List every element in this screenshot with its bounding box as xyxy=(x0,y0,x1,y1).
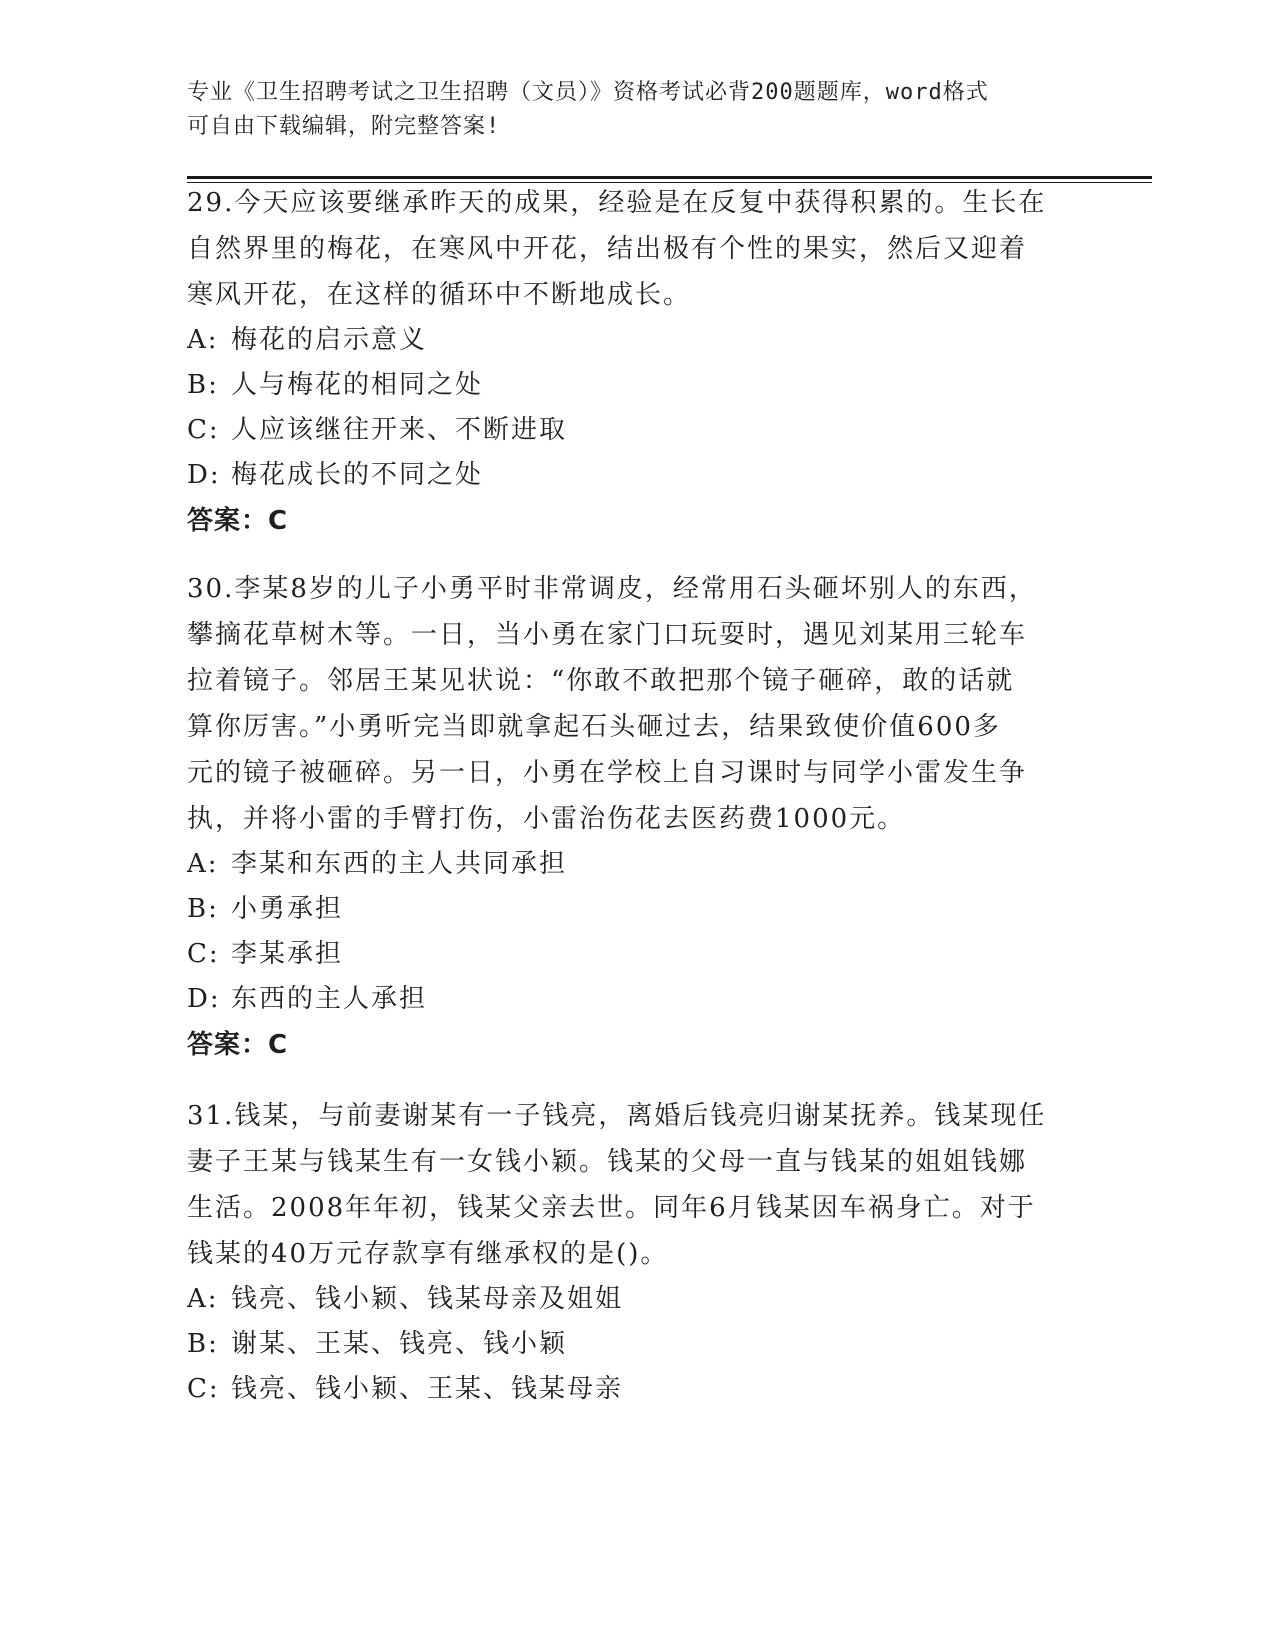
stem-line: 生活。2008年年初，钱某父亲去世。同年6月钱某因车祸身亡。对于 xyxy=(187,1193,1036,1223)
stem-line: 30.李某8岁的儿子小勇平时非常调皮，经常用石头砸坏别人的东西， xyxy=(187,574,1037,604)
header-line-2: 可自由下载编辑，附完整答案! xyxy=(187,114,501,139)
option-text: 梅花的启示意义 xyxy=(231,325,428,355)
stem-line: 攀摘花草树木等。一日，当小勇在家门口玩耍时，遇见刘某用三轮车 xyxy=(187,620,1028,650)
option-key: C: xyxy=(187,1374,220,1404)
option-text: 人与梅花的相同之处 xyxy=(231,370,484,400)
option-b xyxy=(187,363,1087,408)
stem-line: 自然界里的梅花，在寒风中开花，结出极有个性的果实，然后又迎着 xyxy=(187,234,1028,264)
question-31 xyxy=(187,1093,1087,1412)
option-key: B: xyxy=(187,1329,219,1359)
stem-line: 拉着镜子。邻居王某见状说：“你敢不敢把那个镜子砸碎，敢的话就 xyxy=(187,666,1015,696)
stem-line: 29.今天应该要继承昨天的成果，经验是在反复中获得积累的。生长在 xyxy=(187,188,1047,218)
option-text: 李某承担 xyxy=(231,939,344,969)
option-a xyxy=(187,1277,1087,1322)
option-c xyxy=(187,1367,1087,1412)
option-a xyxy=(187,318,1087,363)
option-text: 人应该继往开来、不断进取 xyxy=(231,415,568,445)
question-29 xyxy=(187,180,1087,544)
option-d xyxy=(187,977,1087,1022)
option-c xyxy=(187,932,1087,977)
option-text: 钱亮、钱小颖、钱某母亲及姐姐 xyxy=(231,1284,624,1314)
option-b xyxy=(187,1322,1087,1367)
header-line-1: 专业《卫生招聘考试之卫生招聘（文员）》资格考试必背200题题库，word格式 xyxy=(187,80,989,105)
option-key: A: xyxy=(187,1284,219,1314)
option-b xyxy=(187,887,1087,932)
option-text: 李某和东西的主人共同承担 xyxy=(231,849,568,879)
question-stem xyxy=(187,566,1087,842)
question-stem xyxy=(187,1093,1087,1277)
header-divider-thick xyxy=(187,176,1152,179)
stem-line: 寒风开花，在这样的循环中不断地成长。 xyxy=(187,280,692,310)
stem-line: 钱某的40万元存款享有继承权的是()。 xyxy=(187,1239,669,1269)
option-key: C: xyxy=(187,939,220,969)
option-text: 谢某、王某、钱亮、钱小颖 xyxy=(231,1329,568,1359)
question-30 xyxy=(187,566,1087,1068)
stem-line: 算你厉害。”小勇听完当即就拿起石头砸过去，结果致使价值600多 xyxy=(187,712,1001,742)
option-text: 东西的主人承担 xyxy=(231,984,428,1014)
option-key: B: xyxy=(187,370,219,400)
question-stem xyxy=(187,180,1087,318)
document-header xyxy=(187,76,1087,144)
option-text: 梅花成长的不同之处 xyxy=(231,460,484,490)
option-key: A: xyxy=(187,849,219,879)
option-key: D: xyxy=(187,984,221,1014)
option-a xyxy=(187,842,1087,887)
answer-line: 答案：C xyxy=(187,506,289,536)
option-d xyxy=(187,453,1087,498)
stem-line: 妻子王某与钱某生有一女钱小颖。钱某的父母一直与钱某的姐姐钱娜 xyxy=(187,1147,1028,1177)
option-key: B: xyxy=(187,894,219,924)
answer-line: 答案：C xyxy=(187,1030,289,1060)
stem-line: 执，并将小雷的手臂打伤，小雷治伤花去医药费1000元。 xyxy=(187,804,906,834)
option-key: D: xyxy=(187,460,221,490)
option-text: 钱亮、钱小颖、王某、钱某母亲 xyxy=(231,1374,624,1404)
option-text: 小勇承担 xyxy=(231,894,344,924)
option-c xyxy=(187,408,1087,453)
stem-line: 元的镜子被砸碎。另一日，小勇在学校上自习课时与同学小雷发生争 xyxy=(187,758,1028,788)
option-key: A: xyxy=(187,325,219,355)
stem-line: 31.钱某，与前妻谢某有一子钱亮，离婚后钱亮归谢某抚养。钱某现任 xyxy=(187,1101,1047,1131)
option-key: C: xyxy=(187,415,220,445)
